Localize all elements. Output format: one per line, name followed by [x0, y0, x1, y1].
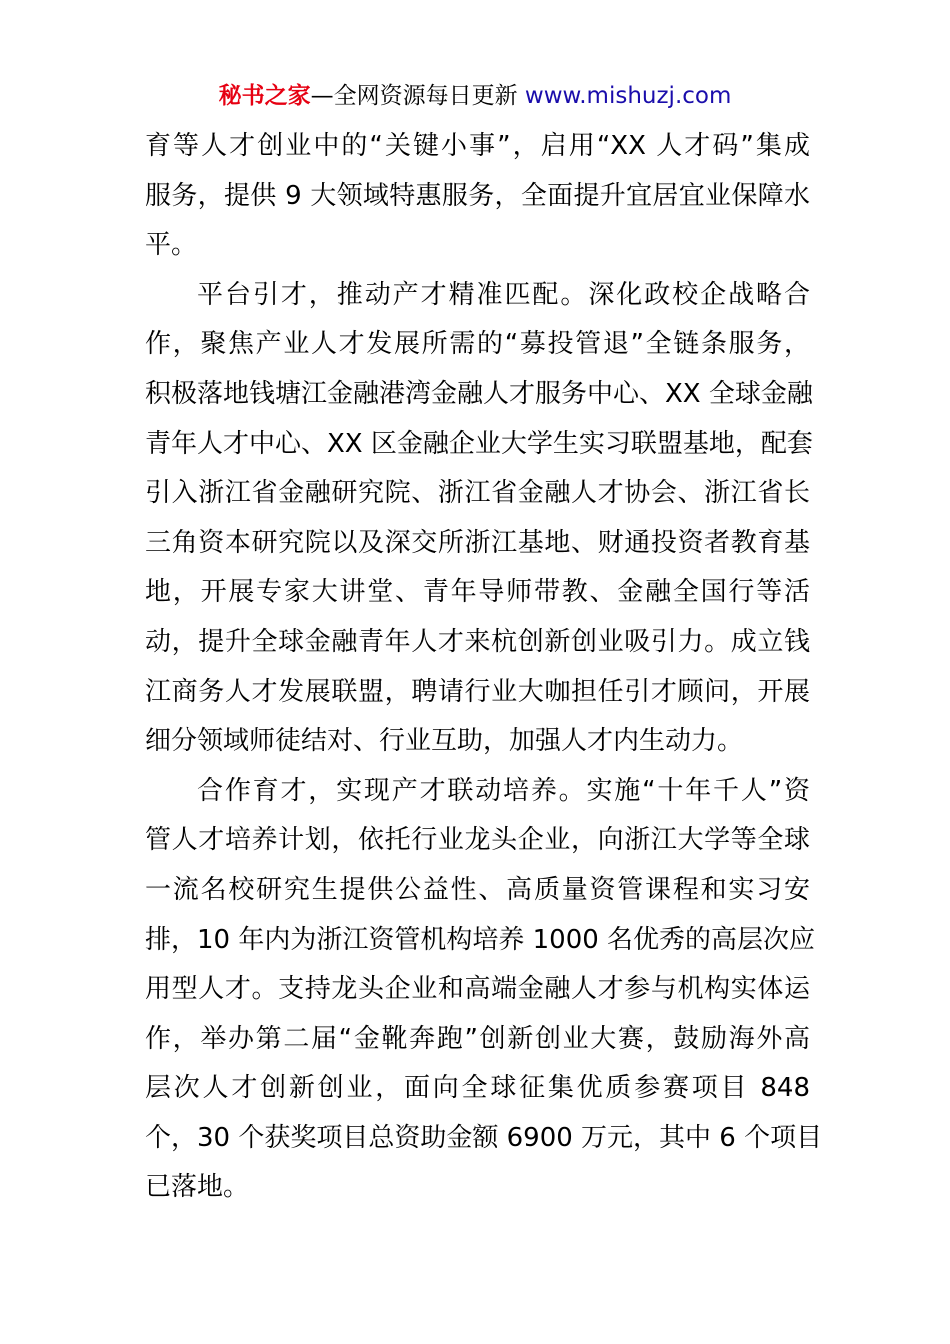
text-line: 积极落地钱塘江金融港湾金融人才服务中心、XX 全球金融: [145, 378, 813, 409]
text-line: 用型人才。支持龙头企业和高端金融人才参与机构实体运: [145, 974, 810, 1005]
text-line: 层次人才创新创业，面向全球征集优质参赛项目 848: [145, 1073, 810, 1104]
text-line: 作，举办第二届“金靴奔跑”创新创业大赛，鼓励海外高: [145, 1023, 810, 1054]
brand-name: 秘书之家: [218, 83, 311, 109]
header-tagline: —全网资源每日更新: [310, 83, 525, 109]
text-line: 服务，提供 9 大领域特惠服务，全面提升宜居宜业保障水: [145, 180, 810, 211]
header-url-link[interactable]: www.mishuzj.com: [524, 83, 732, 109]
text-line: 一流名校研究生提供公益性、高质量资管课程和实习安: [145, 874, 810, 905]
text-line: 动，提升全球金融青年人才来杭创新创业吸引力。成立钱: [145, 626, 810, 657]
text-line: 三角资本研究院以及深交所浙江基地、财通投资者教育基: [145, 527, 810, 558]
text-line: 个，30 个获奖项目总资助金额 6900 万元，其中 6 个项目: [145, 1122, 823, 1153]
text-line: 平。: [145, 230, 198, 261]
text-line: 排，10 年内为浙江资管机构培养 1000 名优秀的高层次应: [145, 924, 816, 955]
text-line: 育等人才创业中的“关键小事”，启用“XX 人才码”集成: [145, 131, 810, 161]
text-line: 作，聚焦产业人才发展所需的“募投管退”全链条服务，: [145, 329, 810, 360]
page-header: [0, 80, 950, 112]
text-line: 青年人才中心、XX 区金融企业大学生实习联盟基地，配套: [145, 428, 813, 459]
text-line: 细分领域师徒结对、行业互助，加强人才内生动力。: [145, 726, 744, 757]
text-line: 地，开展专家大讲堂、青年导师带教、金融全国行等活: [145, 577, 810, 608]
paragraph-first-line: 合作育才，实现产才联动培养。实施“十年千人”资: [197, 775, 810, 806]
text-line: 引入浙江省金融研究院、浙江省金融人才协会、浙江省长: [145, 478, 810, 509]
text-line: 江商务人才发展联盟，聘请行业大咖担任引才顾问，开展: [145, 676, 810, 707]
paragraph-first-line: 平台引才，推动产才精准匹配。深化政校企战略合: [197, 279, 810, 310]
text-line: 已落地。: [145, 1172, 250, 1203]
document-body: [145, 122, 823, 1213]
text-line: 管人才培养计划，依托行业龙头企业，向浙江大学等全球: [145, 825, 810, 856]
